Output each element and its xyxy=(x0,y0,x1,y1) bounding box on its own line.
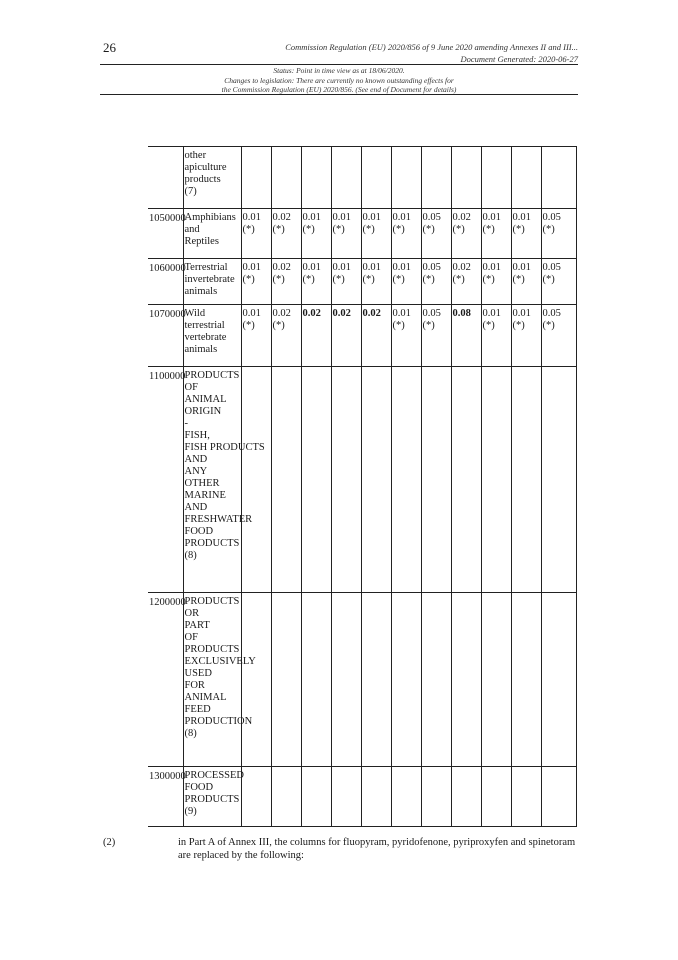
mrl-cell xyxy=(331,367,361,593)
mrl-cell xyxy=(301,367,331,593)
loq-marker: (*) xyxy=(422,274,435,285)
mrl-cell xyxy=(451,147,481,209)
footnote-text: in Part A of Annex III, the columns for fluopyram, pyridofenone, pyriproxyfen and spinetoram are replaced by the following: xyxy=(178,837,576,861)
table-row xyxy=(148,367,576,593)
product-name-line: invertebrate xyxy=(184,274,235,285)
mrl-cell xyxy=(361,209,391,259)
product-name-line: USED xyxy=(184,668,212,679)
product-name-line: Reptiles xyxy=(184,236,219,247)
mrl-value: 0.01 xyxy=(362,262,381,273)
mrl-cell xyxy=(541,209,576,259)
mrl-cell xyxy=(511,259,541,305)
mrl-value: 0.01 xyxy=(242,262,261,273)
mrl-cell xyxy=(511,367,541,593)
mrl-value: 0.01 xyxy=(482,308,501,319)
product-name xyxy=(183,767,245,827)
mrl-cell xyxy=(331,147,361,209)
mrl-cell xyxy=(391,209,421,259)
product-name-line: and xyxy=(184,224,200,235)
product-name-line: PRODUCTS xyxy=(184,538,240,549)
mrl-cell xyxy=(301,209,331,259)
product-name-line: Terrestrial xyxy=(184,262,228,273)
mrl-value: 0.02 xyxy=(362,308,381,319)
mrl-value: 0.01 xyxy=(512,262,531,273)
mrl-value: 0.01 xyxy=(332,212,351,223)
product-name-line: animals xyxy=(184,344,218,355)
mrl-cell xyxy=(301,593,331,767)
status-box xyxy=(100,66,578,95)
product-name-line: ANIMAL xyxy=(184,692,227,703)
mrl-value: 0.02 xyxy=(272,212,291,223)
product-name-line: EXCLUSIVELY xyxy=(184,656,256,667)
status-details-line: the Commission Regulation (EU) 2020/856. (See end of Document for details) xyxy=(221,85,457,94)
mrl-cell xyxy=(451,367,481,593)
regulation-title: Commission Regulation (EU) 2020/856 of 9 June 2020 amending Annexes II and III... xyxy=(285,42,578,52)
mrl-cell xyxy=(331,259,361,305)
mrl-value: 0.01 xyxy=(302,262,321,273)
mrl-value: 0.01 xyxy=(332,262,351,273)
mrl-value: 0.05 xyxy=(422,212,441,223)
mrl-cell xyxy=(391,593,421,767)
mrl-value: 0.02 xyxy=(302,308,321,319)
product-name-line: OR xyxy=(184,608,200,619)
product-name-line: OF xyxy=(184,382,198,393)
product-name xyxy=(183,305,241,367)
mrl-value: 0.01 xyxy=(482,262,501,273)
loq-marker: (*) xyxy=(392,320,405,331)
mrl-value: 0.05 xyxy=(422,308,441,319)
mrl-value: 0.01 xyxy=(512,212,531,223)
status-changes-line: Changes to legislation: There are currently no known outstanding effects for xyxy=(224,75,454,85)
mrl-cell xyxy=(391,305,421,367)
mrl-value: 0.02 xyxy=(272,262,291,273)
mrl-cell xyxy=(421,767,451,827)
mrl-cell xyxy=(421,305,451,367)
mrl-cell xyxy=(241,209,271,259)
product-name-line: ORIGIN xyxy=(184,406,222,417)
mrl-value: 0.02 xyxy=(452,212,471,223)
product-name-line: PRODUCTS xyxy=(184,370,240,381)
product-code: 1300000 xyxy=(148,767,183,827)
mrl-cell xyxy=(241,367,271,593)
product-name-line: - xyxy=(184,418,188,429)
mrl-cell xyxy=(241,305,271,367)
loq-marker: (*) xyxy=(512,274,525,285)
loq-marker: (*) xyxy=(302,274,315,285)
mrl-cell xyxy=(451,259,481,305)
loq-marker: (*) xyxy=(242,320,255,331)
mrl-cell xyxy=(271,593,301,767)
mrl-cell xyxy=(361,305,391,367)
mrl-value: 0.01 xyxy=(242,308,261,319)
mrl-cell xyxy=(511,305,541,367)
mrl-cell xyxy=(481,147,511,209)
document-generated: Document Generated: 2020-06-27 xyxy=(460,54,578,64)
mrl-cell xyxy=(541,259,576,305)
mrl-value: 0.01 xyxy=(392,308,411,319)
loq-marker: (*) xyxy=(422,320,435,331)
product-name-line: PRODUCTS xyxy=(184,794,240,805)
loq-marker: (*) xyxy=(482,274,495,285)
mrl-cell xyxy=(271,767,301,827)
mrl-cell xyxy=(271,259,301,305)
mrl-cell xyxy=(421,593,451,767)
header-rule xyxy=(100,64,578,65)
loq-marker: (*) xyxy=(272,224,285,235)
loq-marker: (*) xyxy=(452,274,465,285)
mrl-cell xyxy=(301,305,331,367)
product-name-line: (7) xyxy=(184,186,197,197)
mrl-cell xyxy=(361,593,391,767)
product-name-line: products xyxy=(184,174,221,185)
table-row xyxy=(148,259,576,305)
loq-marker: (*) xyxy=(302,224,315,235)
mrl-cell xyxy=(331,305,361,367)
loq-marker: (*) xyxy=(392,274,405,285)
product-name-line: FRESHWATER xyxy=(184,514,253,525)
mrl-cell xyxy=(361,147,391,209)
product-name-line: FOOD xyxy=(184,526,214,537)
product-code: 1050000 xyxy=(148,209,183,259)
loq-marker: (*) xyxy=(542,274,555,285)
loq-marker: (*) xyxy=(362,224,375,235)
mrl-value: 0.01 xyxy=(512,308,531,319)
product-code: 1060000 xyxy=(148,259,183,305)
mrl-cell xyxy=(391,767,421,827)
product-name-line: other xyxy=(184,150,207,161)
mrl-cell xyxy=(391,259,421,305)
loq-marker: (*) xyxy=(272,320,285,331)
product-name-line: FOR xyxy=(184,680,205,691)
mrl-cell xyxy=(481,209,511,259)
mrl-cell xyxy=(421,259,451,305)
product-name-line: ANIMAL xyxy=(184,394,227,405)
mrl-cell xyxy=(481,367,511,593)
mrl-value: 0.01 xyxy=(302,212,321,223)
mrl-value: 0.02 xyxy=(332,308,351,319)
loq-marker: (*) xyxy=(482,224,495,235)
footnote-number: (2) xyxy=(103,837,116,848)
mrl-value: 0.02 xyxy=(452,262,471,273)
table-row xyxy=(148,767,576,827)
loq-marker: (*) xyxy=(392,224,405,235)
product-name xyxy=(183,209,241,259)
mrl-cell xyxy=(301,767,331,827)
product-name-line: PROCESSED xyxy=(184,770,245,781)
product-name-line: AND xyxy=(184,454,208,465)
loq-marker: (*) xyxy=(242,224,255,235)
table-row xyxy=(148,147,576,209)
product-name-line: Amphibians xyxy=(184,212,236,223)
mrl-cell xyxy=(541,767,576,827)
mrl-value: 0.01 xyxy=(392,262,411,273)
product-name-line: OF xyxy=(184,632,198,643)
mrl-cell xyxy=(511,147,541,209)
loq-marker: (*) xyxy=(482,320,495,331)
mrl-cell xyxy=(331,593,361,767)
product-name-line: OTHER xyxy=(184,478,220,489)
mrl-cell xyxy=(481,767,511,827)
mrl-value: 0.02 xyxy=(272,308,291,319)
mrl-cell xyxy=(271,147,301,209)
product-name-line: FOOD xyxy=(184,782,214,793)
product-name-line: PRODUCTION xyxy=(184,716,253,727)
mrl-cell xyxy=(271,209,301,259)
mrl-cell xyxy=(451,593,481,767)
product-name-line: (8) xyxy=(184,728,197,739)
mrl-cell xyxy=(451,305,481,367)
mrl-value: 0.01 xyxy=(242,212,261,223)
mrl-value: 0.05 xyxy=(542,212,561,223)
mrl-cell xyxy=(391,367,421,593)
mrl-cell xyxy=(481,259,511,305)
product-name xyxy=(183,259,241,305)
product-name xyxy=(183,367,265,593)
mrl-cell xyxy=(361,767,391,827)
document-header xyxy=(158,41,578,65)
loq-marker: (*) xyxy=(422,224,435,235)
product-name xyxy=(183,593,256,767)
mrl-cell xyxy=(451,209,481,259)
loq-marker: (*) xyxy=(542,320,555,331)
product-name-line: FISH, xyxy=(184,430,210,441)
status-rule xyxy=(100,94,578,95)
table-row xyxy=(148,305,576,367)
loq-marker: (*) xyxy=(512,224,525,235)
product-name-line: AND xyxy=(184,502,208,513)
mrl-cell xyxy=(511,209,541,259)
mrl-cell xyxy=(331,209,361,259)
product-name-line: PART xyxy=(184,620,210,631)
table-row xyxy=(148,593,576,767)
loq-marker: (*) xyxy=(362,274,375,285)
mrl-cell xyxy=(361,259,391,305)
mrl-value: 0.05 xyxy=(542,262,561,273)
mrl-cell xyxy=(421,147,451,209)
product-name-line: (8) xyxy=(184,550,197,561)
mrl-cell xyxy=(241,147,271,209)
mrl-cell xyxy=(361,367,391,593)
product-code: 1200000 xyxy=(148,593,183,767)
product-name-line: MARINE xyxy=(184,490,226,501)
product-name xyxy=(183,147,241,209)
mrl-value: 0.01 xyxy=(482,212,501,223)
mrl-cell xyxy=(481,305,511,367)
product-code: 1100000 xyxy=(148,367,183,593)
mrl-cell xyxy=(331,767,361,827)
product-name-line: FEED xyxy=(184,704,211,715)
product-name-line: apiculture xyxy=(184,162,227,173)
mrl-cell xyxy=(481,593,511,767)
product-name-line: animals xyxy=(184,286,218,297)
product-code xyxy=(148,147,183,209)
mrl-value: 0.05 xyxy=(542,308,561,319)
mrl-cell xyxy=(421,367,451,593)
mrl-cell xyxy=(511,767,541,827)
product-code: 1070000 xyxy=(148,305,183,367)
loq-marker: (*) xyxy=(542,224,555,235)
mrl-cell xyxy=(241,259,271,305)
mrl-cell xyxy=(241,767,271,827)
mrl-value: 0.01 xyxy=(362,212,381,223)
page-number: 26 xyxy=(103,40,116,55)
mrl-cell xyxy=(541,305,576,367)
mrl-cell xyxy=(511,593,541,767)
mrl-cell xyxy=(541,593,576,767)
mrl-value: 0.05 xyxy=(422,262,441,273)
status-line: Status: Point in time view as at 18/06/2020. xyxy=(273,66,405,75)
mrl-cell xyxy=(391,147,421,209)
mrl-value: 0.01 xyxy=(392,212,411,223)
loq-marker: (*) xyxy=(332,274,345,285)
mrl-cell xyxy=(541,147,576,209)
loq-marker: (*) xyxy=(332,224,345,235)
mrl-value: 0.08 xyxy=(452,308,471,319)
product-name-line: terrestrial xyxy=(184,320,225,331)
residue-table xyxy=(148,146,577,827)
mrl-cell xyxy=(301,147,331,209)
product-name-line: FISH PRODUCTS xyxy=(184,442,265,453)
table-row xyxy=(148,209,576,259)
product-name-line: vertebrate xyxy=(184,332,227,343)
product-name-line: PRODUCTS xyxy=(184,596,240,607)
product-name-line: ANY xyxy=(184,466,208,477)
loq-marker: (*) xyxy=(272,274,285,285)
product-name-line: Wild xyxy=(184,308,206,319)
mrl-cell xyxy=(541,367,576,593)
mrl-cell xyxy=(271,367,301,593)
product-name-line: (9) xyxy=(184,806,197,817)
mrl-cell xyxy=(241,593,271,767)
product-name-line: PRODUCTS xyxy=(184,644,240,655)
mrl-cell xyxy=(451,767,481,827)
mrl-cell xyxy=(271,305,301,367)
loq-marker: (*) xyxy=(242,274,255,285)
mrl-cell xyxy=(421,209,451,259)
loq-marker: (*) xyxy=(452,224,465,235)
mrl-cell xyxy=(301,259,331,305)
loq-marker: (*) xyxy=(512,320,525,331)
